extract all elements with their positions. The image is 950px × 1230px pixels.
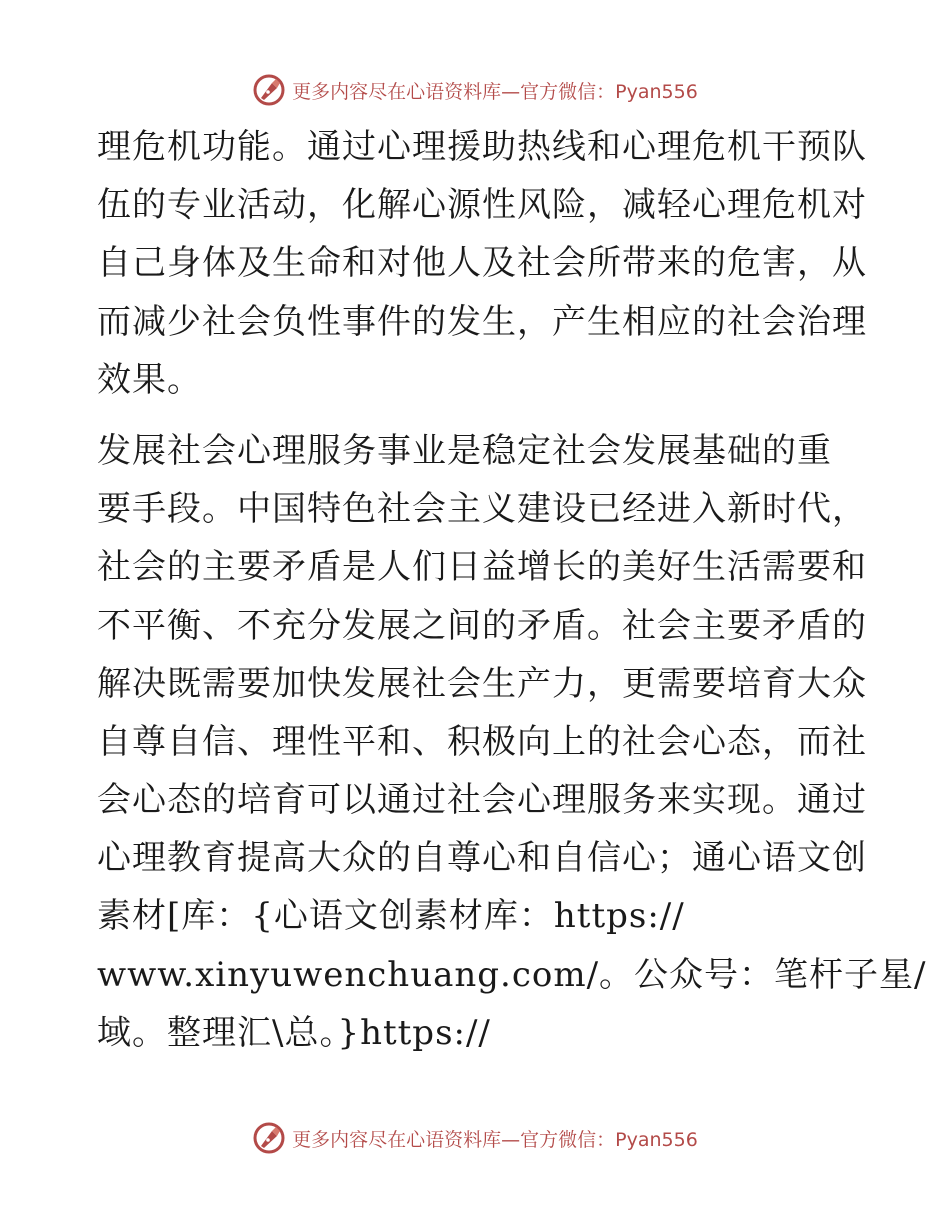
text-line: 伍的专业活动，化解心源性风险，减轻心理危机对 bbox=[97, 185, 867, 226]
text-line: 社会的主要矛盾是人们日益增长的美好生活需要和 bbox=[97, 547, 867, 588]
text-line: 素材[库：{心语文创素材库：https:// bbox=[97, 896, 685, 937]
pen-nib-logo-icon bbox=[252, 1121, 286, 1155]
text-line: 发展社会心理服务事业是稳定社会发展基础的重 bbox=[97, 430, 832, 471]
paragraph-2 bbox=[97, 422, 927, 1062]
header-site-text: 更多内容尽在心语资料库—官方微信：Pyan556 bbox=[292, 80, 698, 103]
text-line: 解决既需要加快发展社会生产力，更需要培育大众 bbox=[97, 663, 867, 704]
paragraph-1 bbox=[97, 118, 867, 409]
paragraph-gap bbox=[97, 409, 857, 422]
footer-banner bbox=[0, 1118, 950, 1158]
footer-site-text: 更多内容尽在心语资料库—官方微信：Pyan556 bbox=[292, 1128, 698, 1151]
text-line: 要手段。中国特色社会主义建设已经进入新时代， bbox=[97, 489, 867, 530]
text-line: 自尊自信、理性平和、积极向上的社会心态，而社 bbox=[97, 721, 867, 762]
text-line: www.xinyuwenchuang.com/。公众号：笔杆子星/ bbox=[97, 954, 927, 995]
pen-nib-logo-icon bbox=[252, 73, 286, 107]
text-line: 不平衡、不充分发展之间的矛盾。社会主要矛盾的 bbox=[97, 605, 867, 646]
text-line: 理危机功能。通过心理援助热线和心理危机干预队 bbox=[97, 127, 867, 167]
text-line: 域。整理汇\总。}https:// bbox=[97, 1012, 491, 1053]
document-body bbox=[97, 118, 927, 1062]
text-line: 自己身体及生命和对他人及社会所带来的危害，从 bbox=[97, 243, 867, 284]
text-line: 效果。 bbox=[97, 359, 202, 400]
header-banner bbox=[0, 70, 950, 110]
text-line: 会心态的培育可以通过社会心理服务来实现。通过 bbox=[97, 780, 867, 821]
text-line: 而减少社会负性事件的发生，产生相应的社会治理 bbox=[97, 301, 867, 342]
text-line: 心理教育提高大众的自尊心和自信心；通心语文创 bbox=[97, 838, 867, 879]
